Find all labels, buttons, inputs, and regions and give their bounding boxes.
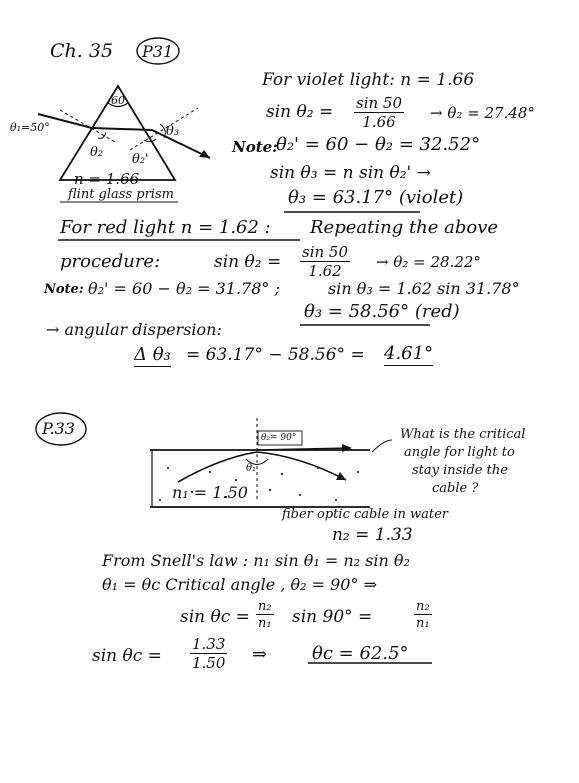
red-procedure: procedure: <box>60 251 161 272</box>
problem-33-label: P.33 <box>42 419 75 438</box>
violet-heading: For violet light: n = 1.66 <box>262 70 475 90</box>
final-fraction <box>190 637 227 671</box>
prism-theta2p-label: θ₂' <box>132 152 149 167</box>
question-line-1: What is the critical <box>400 427 526 442</box>
cable-caption: fiber optic cable in water <box>282 507 448 522</box>
cable-theta2-label: θ₂= 90° <box>261 433 297 443</box>
sin-c-fraction-1-den: n₁ <box>258 616 272 631</box>
question-line-3: stay inside the <box>412 463 508 478</box>
problem-31-label: P31 <box>142 42 174 61</box>
prism-apex-label: 60 <box>111 94 125 107</box>
prism-theta2-label: θ₂ <box>90 145 104 160</box>
red-eq-rhs: → θ₂ = 28.22° <box>376 253 481 271</box>
sin-c-fraction-2-num: n₂ <box>416 599 430 614</box>
prism-n-label: n = 1.66 <box>74 170 140 188</box>
critical-line: θ₁ = θc Critical angle , θ₂ = 90° ⇒ <box>102 575 377 594</box>
red-result: θ₃ = 58.56° (red) <box>304 301 460 322</box>
final-arrow: ⇒ <box>252 644 268 665</box>
red-eq-fraction <box>300 245 350 279</box>
final-result: θc = 62.5° <box>312 643 409 664</box>
sin-c-fraction-2 <box>414 600 432 630</box>
eq1-fraction <box>354 96 404 130</box>
violet-result: θ₃ = 63.17° (violet) <box>288 187 464 208</box>
question-line-2: angle for light to <box>404 445 515 460</box>
red-eq-lhs: sin θ₂ = <box>214 252 282 272</box>
question-line-4: cable ? <box>432 481 479 496</box>
red-heading-b: Repeating the above <box>310 217 499 238</box>
light-ray <box>178 452 346 482</box>
prism-theta3-label: θ₃ <box>166 124 180 139</box>
dispersion-label: → angular dispersion: <box>46 320 222 339</box>
sin-c-fraction-1 <box>256 600 274 630</box>
eq3: sin θ₃ = n sin θ₂' → <box>270 163 431 183</box>
note2-label: Note: <box>44 282 84 297</box>
final-denominator: 1.50 <box>192 654 226 672</box>
n2-value: n₂ = 1.33 <box>332 525 413 545</box>
red-heading-a: For red light n = 1.62 : <box>60 217 271 238</box>
eq1-lhs: sin θ₂ = <box>266 102 334 122</box>
note2-eq: θ₂' = 60 − θ₂ = 31.78° ; <box>88 279 280 298</box>
snell-line: From Snell's law : n₁ sin θ₁ = n₂ sin θ₂ <box>102 551 410 570</box>
note-eq: θ₂' = 60 − θ₂ = 32.52° <box>276 134 481 155</box>
sin-c-lhs: sin θc = <box>180 607 250 627</box>
dispersion-eq-b: = 63.17° − 58.56° = <box>186 345 365 365</box>
final-numerator: 1.33 <box>192 635 226 653</box>
red-eq-numerator: sin 50 <box>302 243 349 261</box>
dispersion-result: 4.61° <box>384 343 434 364</box>
prism-caption: flint glass prism <box>68 187 174 202</box>
chapter-label: Ch. 35 <box>50 40 114 62</box>
note2-eq-b: sin θ₃ = 1.62 sin 31.78° <box>328 279 520 298</box>
final-lhs: sin θc = <box>92 646 162 666</box>
prism-theta1-label: θ₁=50° <box>10 121 50 134</box>
sin-c-fraction-2-den: n₁ <box>416 616 430 631</box>
eq1-rhs: → θ₂ = 27.48° <box>430 104 535 122</box>
sin-c-fraction-1-num: n₂ <box>258 599 272 614</box>
eq1-denominator: 1.66 <box>362 113 396 131</box>
cable-n1-label: n₁ = 1.50 <box>172 483 248 502</box>
sin-c-mid: sin 90° = <box>292 607 373 627</box>
cable-theta1-label: θ₁ <box>246 463 257 474</box>
eq1-numerator: sin 50 <box>356 94 403 112</box>
note-label: Note: <box>232 138 278 156</box>
red-eq-denominator: 1.62 <box>308 262 342 280</box>
dispersion-eq-a: Δ θ₃ <box>134 344 171 365</box>
